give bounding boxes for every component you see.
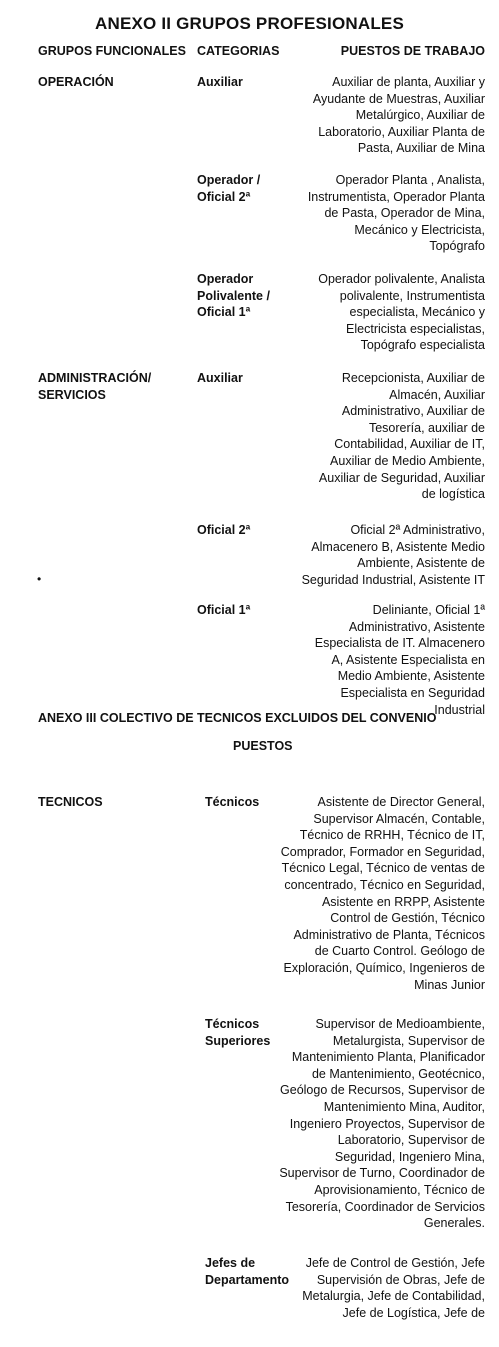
puestos-line: Aprovisionamiento, Técnico de bbox=[314, 1182, 485, 1197]
category-cell bbox=[205, 794, 259, 811]
group-operacion bbox=[38, 74, 114, 91]
puestos-line: Laboratorio, Supervisor de bbox=[337, 1133, 485, 1148]
puestos-line: Operador Planta , Analista, bbox=[335, 173, 485, 187]
category-line: Oficial 2ª bbox=[197, 189, 251, 204]
category-line: Técnicos bbox=[205, 795, 260, 809]
puestos-cell bbox=[302, 1255, 485, 1321]
puestos-line: Asistente de Director General, bbox=[317, 795, 485, 809]
category-line: Técnicos bbox=[205, 1017, 260, 1031]
puestos-line: Administrativo, Asistente bbox=[348, 619, 485, 634]
puestos-line: Comprador, Formador en Seguridad, bbox=[280, 844, 485, 859]
puestos-line: Electricista especialistas, bbox=[346, 321, 485, 336]
puestos-line: Auxiliar de Medio Ambiente, bbox=[330, 453, 485, 468]
puestos-line: Seguridad Industrial, Asistente IT bbox=[301, 572, 485, 587]
puestos-line: Jefe de Logística, Jefe de bbox=[342, 1305, 485, 1320]
puestos-line: Mantenimiento Mina, Auditor, bbox=[323, 1099, 485, 1114]
group-label-line: ADMINISTRACIÓN/ bbox=[38, 371, 152, 385]
category-cell bbox=[197, 271, 270, 321]
category-line: Oficial 1ª bbox=[197, 603, 251, 617]
puestos-line: Instrumentista, Operador Planta bbox=[307, 189, 485, 204]
puestos-line: Auxiliar de planta, Auxiliar y bbox=[332, 75, 485, 89]
puestos-line: Almacenero B, Asistente Medio bbox=[311, 539, 485, 554]
category-cell bbox=[197, 602, 250, 619]
puestos-line: Tesorería, auxiliar de bbox=[368, 420, 485, 435]
category-cell bbox=[197, 74, 243, 91]
puestos-cell bbox=[315, 602, 485, 718]
puestos-line: especialista, Mecánico y bbox=[349, 305, 485, 320]
puestos-cell bbox=[313, 74, 485, 157]
puestos-line: Mecánico y Electricista, bbox=[354, 222, 485, 237]
puestos-cell bbox=[308, 172, 485, 255]
puestos-line: Auxiliar de Seguridad, Auxiliar bbox=[318, 470, 485, 485]
group-tecnicos bbox=[38, 794, 103, 811]
puestos-line: Ayudante de Muestras, Auxiliar bbox=[312, 91, 485, 106]
puestos-line: concentrado, Técnico en Seguridad, bbox=[284, 877, 485, 892]
puestos-line: Pasta, Auxiliar de Mina bbox=[357, 141, 485, 156]
category-line: Superiores bbox=[205, 1033, 271, 1048]
puestos-line: Metalúrgico, Auxiliar de bbox=[355, 108, 485, 123]
puestos-line: Laboratorio, Auxiliar Planta de bbox=[318, 124, 485, 139]
puestos-line: Minas Junior bbox=[414, 977, 485, 992]
puestos-line: de Cuarto Control. Geólogo de bbox=[314, 944, 485, 959]
puestos-line: Operador polivalente, Analista bbox=[318, 272, 485, 286]
puestos-line: Ambiente, Asistente de bbox=[357, 556, 485, 571]
category-cell bbox=[205, 1255, 289, 1288]
puestos-line: Metalurgia, Jefe de Contabilidad, bbox=[302, 1289, 485, 1304]
group-label-line: SERVICIOS bbox=[38, 387, 106, 402]
puestos-cell bbox=[319, 370, 485, 503]
puestos-line: Supervisor Almacén, Contable, bbox=[313, 811, 485, 826]
puestos-line: Contabilidad, Auxiliar de IT, bbox=[334, 437, 485, 452]
puestos-line: Especialista en Seguridad bbox=[340, 685, 485, 700]
puestos-line: Administrativo de Planta, Técnicos bbox=[293, 927, 485, 942]
puestos-line: Generales. bbox=[423, 1216, 485, 1231]
puestos-line: de logística bbox=[421, 487, 485, 502]
puestos-line: Topógrafo especialista bbox=[360, 338, 485, 353]
category-line: Operador / bbox=[197, 173, 261, 187]
puestos-line: polivalente, Instrumentista bbox=[339, 288, 485, 303]
category-line: Oficial 2ª bbox=[197, 523, 251, 537]
puestos-line: Oficial 2ª Administrativo, bbox=[350, 523, 485, 537]
puestos-cell bbox=[318, 271, 485, 354]
puestos-line: Jefe de Control de Gestión, Jefe bbox=[305, 1256, 485, 1270]
category-cell bbox=[197, 172, 260, 205]
puestos-line: Deliniante, Oficial 1ª bbox=[372, 603, 485, 617]
puestos-line: Recepcionista, Auxiliar de bbox=[341, 371, 485, 385]
puestos-line: Ingeniero Proyectos, Supervisor de bbox=[289, 1116, 485, 1131]
puestos-line: de Pasta, Operador de Mina, bbox=[324, 206, 485, 221]
group-label-line: OPERACIÓN bbox=[38, 75, 114, 89]
puestos-line: Topógrafo bbox=[429, 239, 485, 254]
group-administracion-servicios bbox=[38, 370, 151, 403]
category-line: Auxiliar bbox=[197, 75, 243, 89]
puestos-line: Supervisor de Turno, Coordinador de bbox=[279, 1166, 485, 1181]
puestos-line: Industrial bbox=[434, 702, 485, 717]
puestos-line: Especialista de IT. Almacenero bbox=[314, 636, 485, 651]
category-cell bbox=[197, 522, 250, 539]
puestos-line: Supervisor de Medioambiente, bbox=[315, 1017, 485, 1031]
puestos-line: Control de Gestión, Técnico bbox=[330, 911, 485, 926]
puestos-cell bbox=[281, 794, 485, 993]
category-line: Oficial 1ª bbox=[197, 305, 251, 320]
category-line: Departamento bbox=[205, 1272, 290, 1287]
category-line: Polivalente / bbox=[197, 288, 270, 303]
category-line: Jefes de bbox=[205, 1256, 256, 1270]
puestos-line: Almacén, Auxiliar bbox=[389, 387, 485, 402]
puestos-line: Administrativo, Auxiliar de bbox=[341, 404, 485, 419]
anexo2-title: ANEXO II GRUPOS PROFESIONALES bbox=[94, 14, 404, 33]
puestos-line: Metalurgista, Supervisor de bbox=[332, 1033, 485, 1048]
puestos-line: Tesorería, Coordinador de Servicios bbox=[285, 1199, 485, 1214]
bullet-mark: • bbox=[37, 572, 42, 586]
anexo3-subheader-puestos: PUESTOS bbox=[233, 739, 293, 753]
category-line: Operador bbox=[197, 272, 254, 286]
header-puestos-de-trabajo: PUESTOS DE TRABAJO bbox=[340, 44, 485, 58]
anexo3-title: ANEXO III COLECTIVO DE TECNICOS EXCLUIDOS DEL CONVENIO bbox=[38, 711, 437, 725]
puestos-line: Mantenimiento Planta, Planificador bbox=[291, 1050, 485, 1065]
header-grupos-funcionales: GRUPOS FUNCIONALES bbox=[38, 44, 186, 58]
header-categorias: CATEGORIAS bbox=[197, 44, 280, 58]
puestos-line: Supervisión de Obras, Jefe de bbox=[316, 1272, 485, 1287]
puestos-line: Técnico de RRHH, Técnico de IT, bbox=[299, 828, 485, 843]
group-label-line: TECNICOS bbox=[38, 795, 103, 809]
puestos-line: de Mantenimiento, Geotécnico, bbox=[311, 1066, 485, 1081]
puestos-line: Seguridad, Ingeniero Mina, bbox=[334, 1149, 485, 1164]
puestos-cell bbox=[302, 522, 485, 588]
category-line: Auxiliar bbox=[197, 371, 243, 385]
puestos-line: Geólogo de Recursos, Supervisor de bbox=[280, 1083, 485, 1098]
puestos-line: A, Asistente Especialista en bbox=[331, 652, 485, 667]
puestos-line: Medio Ambiente, Asistente bbox=[337, 669, 485, 684]
category-cell bbox=[205, 1016, 270, 1049]
puestos-line: Asistente en RRPP, Asistente bbox=[321, 894, 485, 909]
category-cell bbox=[197, 370, 243, 387]
puestos-line: Exploración, Químico, Ingenieros de bbox=[283, 960, 485, 975]
puestos-line: Técnico Legal, Técnico de ventas de bbox=[281, 861, 485, 876]
puestos-cell bbox=[279, 1016, 485, 1232]
